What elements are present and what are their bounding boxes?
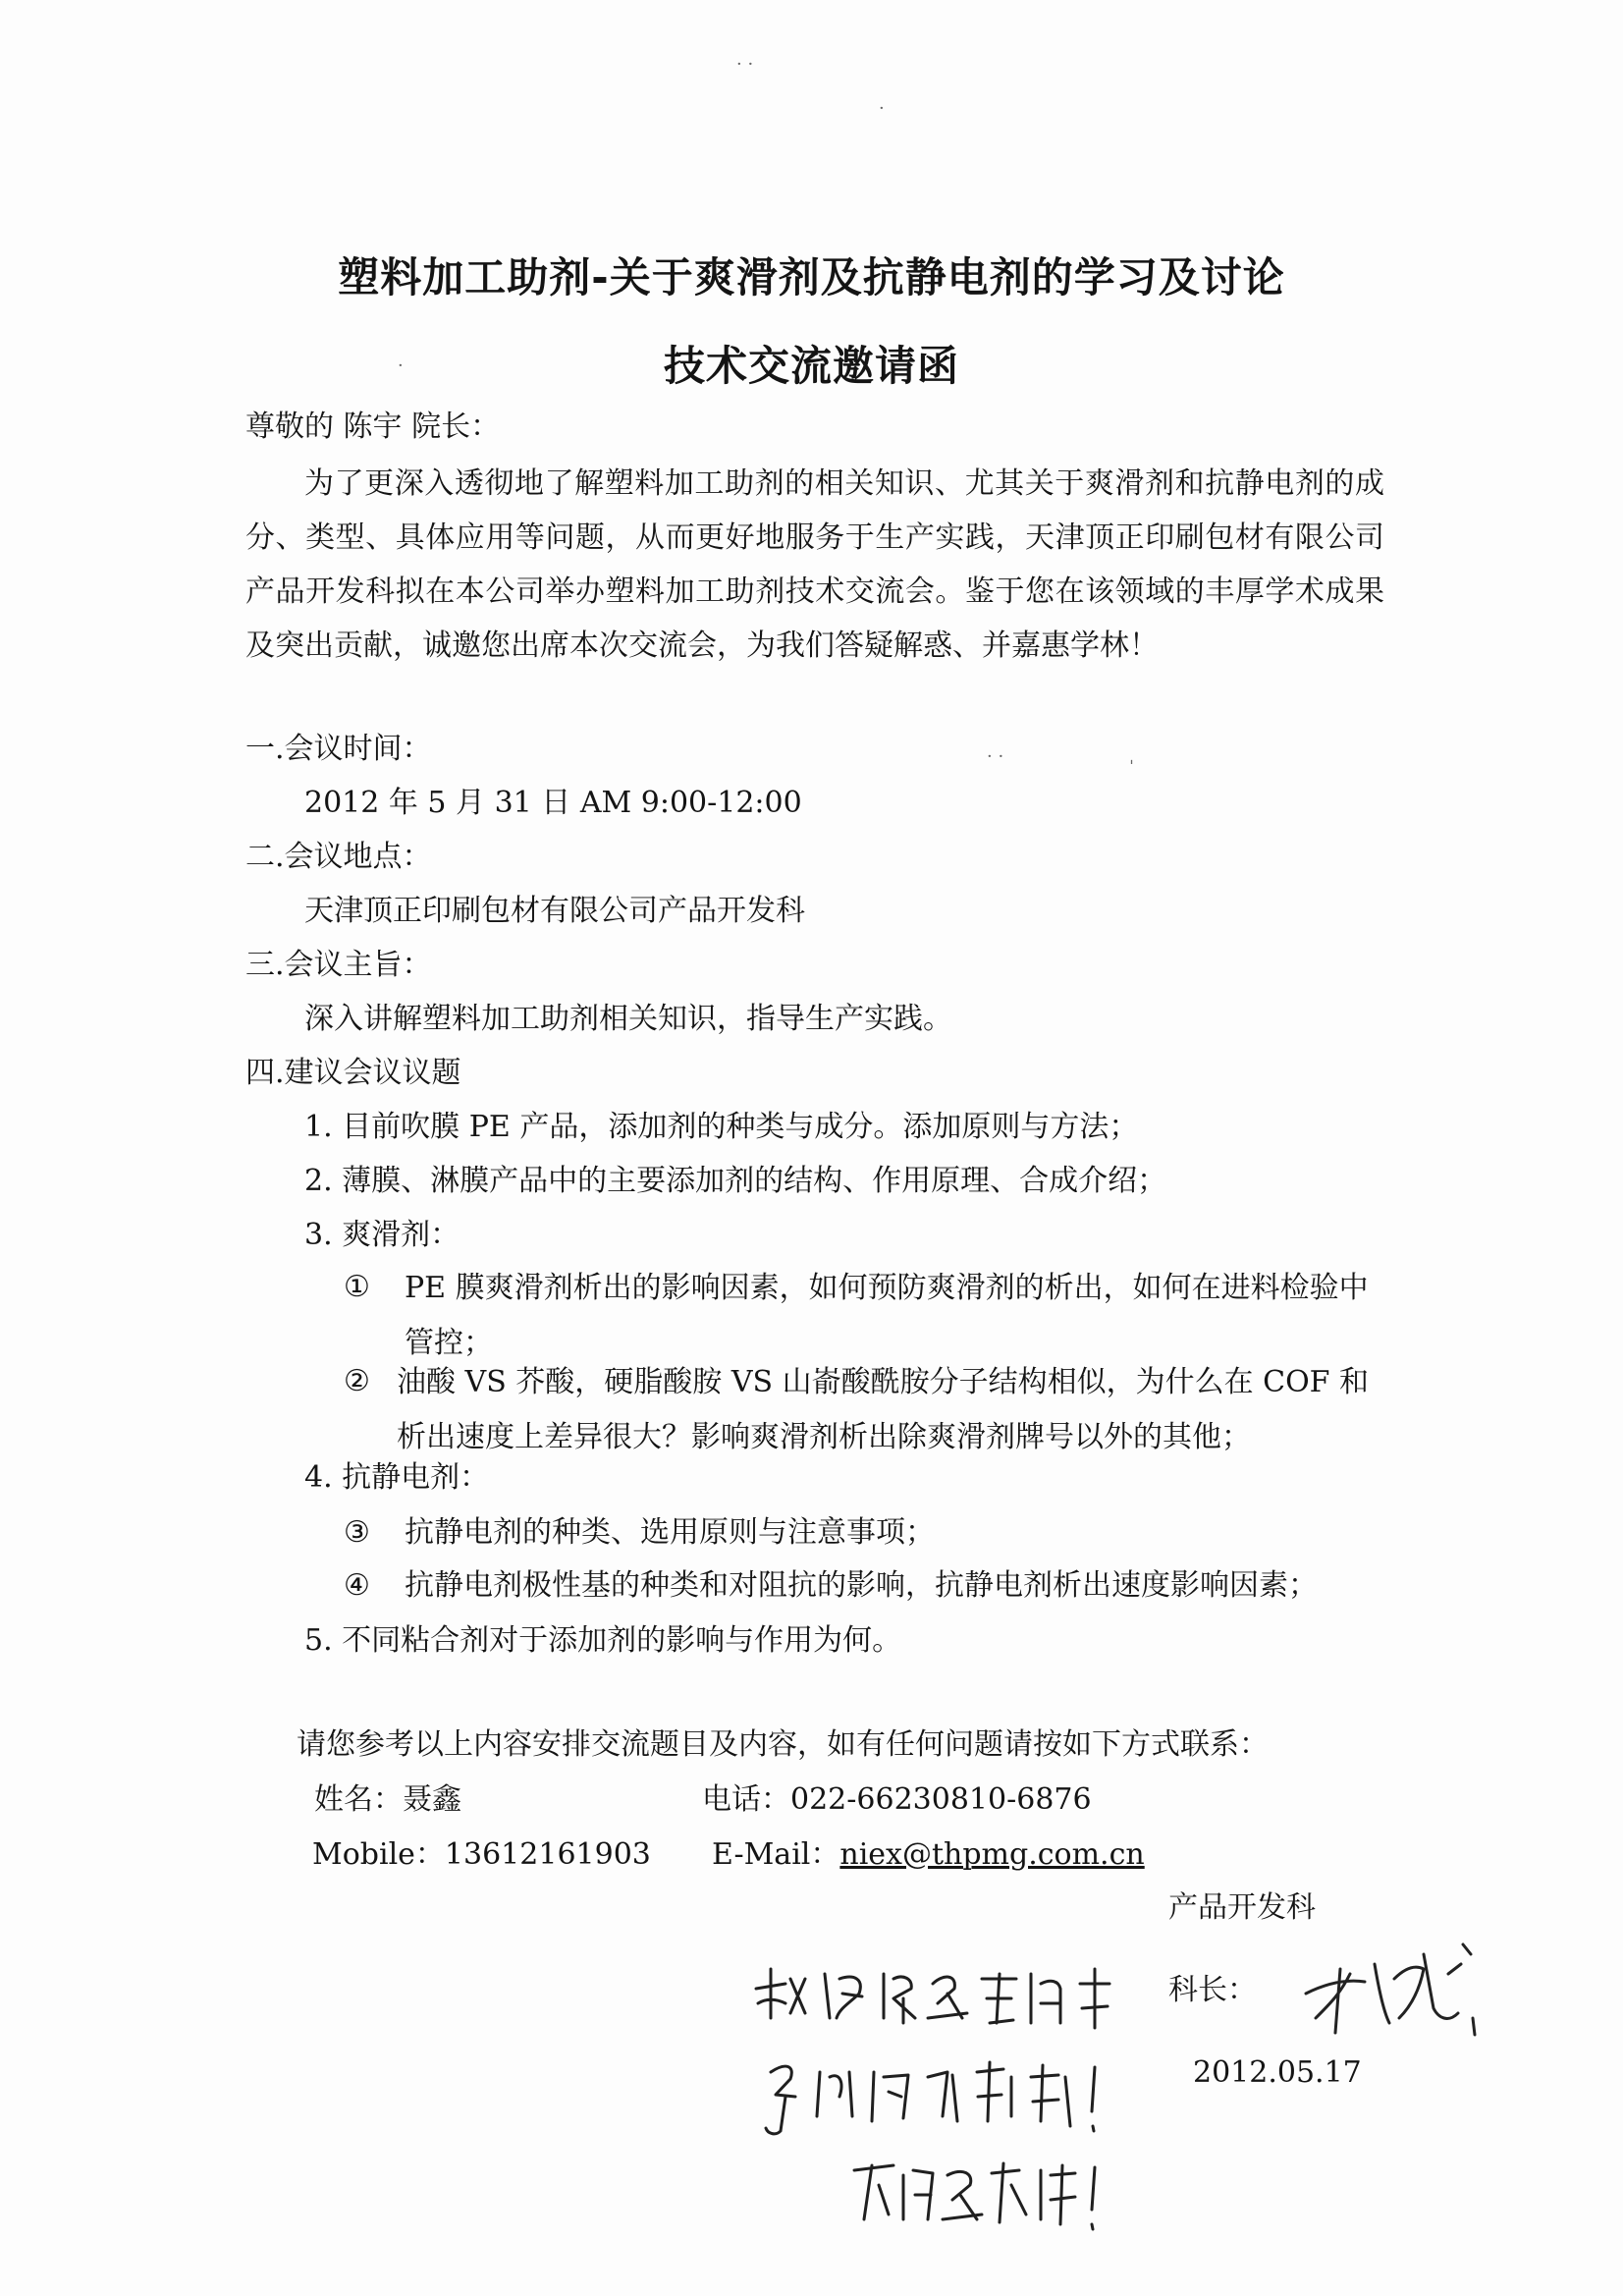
topic-item: 2. 薄膜、淋膜产品中的主要添加剂的结构、作用原理、合成介绍； [304,1164,1167,1198]
section-place-heading: 二.会议地点： [245,840,432,874]
scan-speck: · [398,355,404,376]
scan-speck: · · [987,746,1004,767]
section-time-heading: 一.会议时间： [245,732,432,766]
contact-note: 请您参考以上内容安排交流题目及内容，如有任何问题请按如下方式联系： [297,1727,1269,1762]
contact-email-link[interactable]: niex@thpmg.com.cn [839,1837,1145,1872]
topic-item: 3. 爽滑剂： [304,1218,460,1252]
signoff-department: 产品开发科 [1168,1890,1316,1925]
section-topics-heading: 四.建议会议议题 [245,1056,461,1090]
meeting-purpose: 深入讲解塑料加工助剂相关知识，指导生产实践。 [304,1002,952,1036]
handwritten-note [746,1949,1168,2273]
signoff-date: 2012.05.17 [1193,2055,1362,2090]
contact-email-label: E-Mail： [712,1837,840,1872]
section-purpose-heading: 三.会议主旨： [245,948,432,982]
subtopic-text: PE 膜爽滑剂析出的影响因素，如何预防爽滑剂的析出，如何在进料检验中管控； [405,1271,1369,1360]
topic-item: 5. 不同粘合剂对于添加剂的影响与作用为何。 [304,1623,902,1658]
contact-mobile: Mobile：13612161903 [312,1837,651,1872]
subtopic-text: 油酸 VS 芥酸，硬脂酸胺 VS 山嵛酸酰胺分子结构相似，为什么在 COF 和析出速度上差异很大？影响爽滑剂析出除爽滑剂牌号以外的其他； [397,1365,1370,1454]
subtopic-marker: ④ [344,1568,370,1603]
salutation: 尊敬的 陈宇 院长： [245,410,501,444]
subtopic-text: 抗静电剂的种类、选用原则与注意事项； [405,1515,935,1550]
letter-subtitle: 技术交流邀请函 [663,342,959,390]
intro-paragraph: 为了更深入透彻地了解塑料加工助剂的相关知识、尤其关于爽滑剂和抗静电剂的成分、类型、具体应用等问题，从而更好地服务于生产实践，天津顶正印刷包材有限公司产品开发科拟在本公司举办塑料加工助剂技术交流会。鉴于您在该领域的丰厚学术成果及突出贡献，诚邀您出席本次交流会，为我们答疑解惑、并嘉惠学林！ [245,466,1384,663]
scan-speck: · · [736,54,754,75]
scan-speck: · [879,98,885,119]
subtopic-marker: ② [344,1364,370,1398]
contact-phone: 电话：022-66230810-6876 [702,1782,1092,1817]
contact-name: 姓名：聂鑫 [314,1782,461,1817]
subtopic-marker: ① [344,1270,370,1304]
subtopic-text: 抗静电剂极性基的种类和对阻抗的影响，抗静电剂析出速度影响因素； [405,1568,1318,1603]
contact-email-row [712,1837,1145,1872]
topic-item: 4. 抗静电剂： [304,1460,490,1495]
topic-item: 1. 目前吹膜 PE 产品，添加剂的种类与成分。添加原则与方法； [304,1110,1139,1144]
subtopic-marker: ③ [344,1515,370,1550]
chief-signature [1286,1925,1483,2052]
letter-title: 塑料加工助剂-关于爽滑剂及抗静电剂的学习及讨论 [338,253,1285,301]
meeting-place: 天津顶正印刷包材有限公司产品开发科 [304,894,805,928]
meeting-time: 2012 年 5 月 31 日 AM 9:00-12:00 [304,786,802,820]
signoff-chief-label: 科长： [1168,1973,1257,2007]
scan-speck: ˌ [1129,746,1134,767]
